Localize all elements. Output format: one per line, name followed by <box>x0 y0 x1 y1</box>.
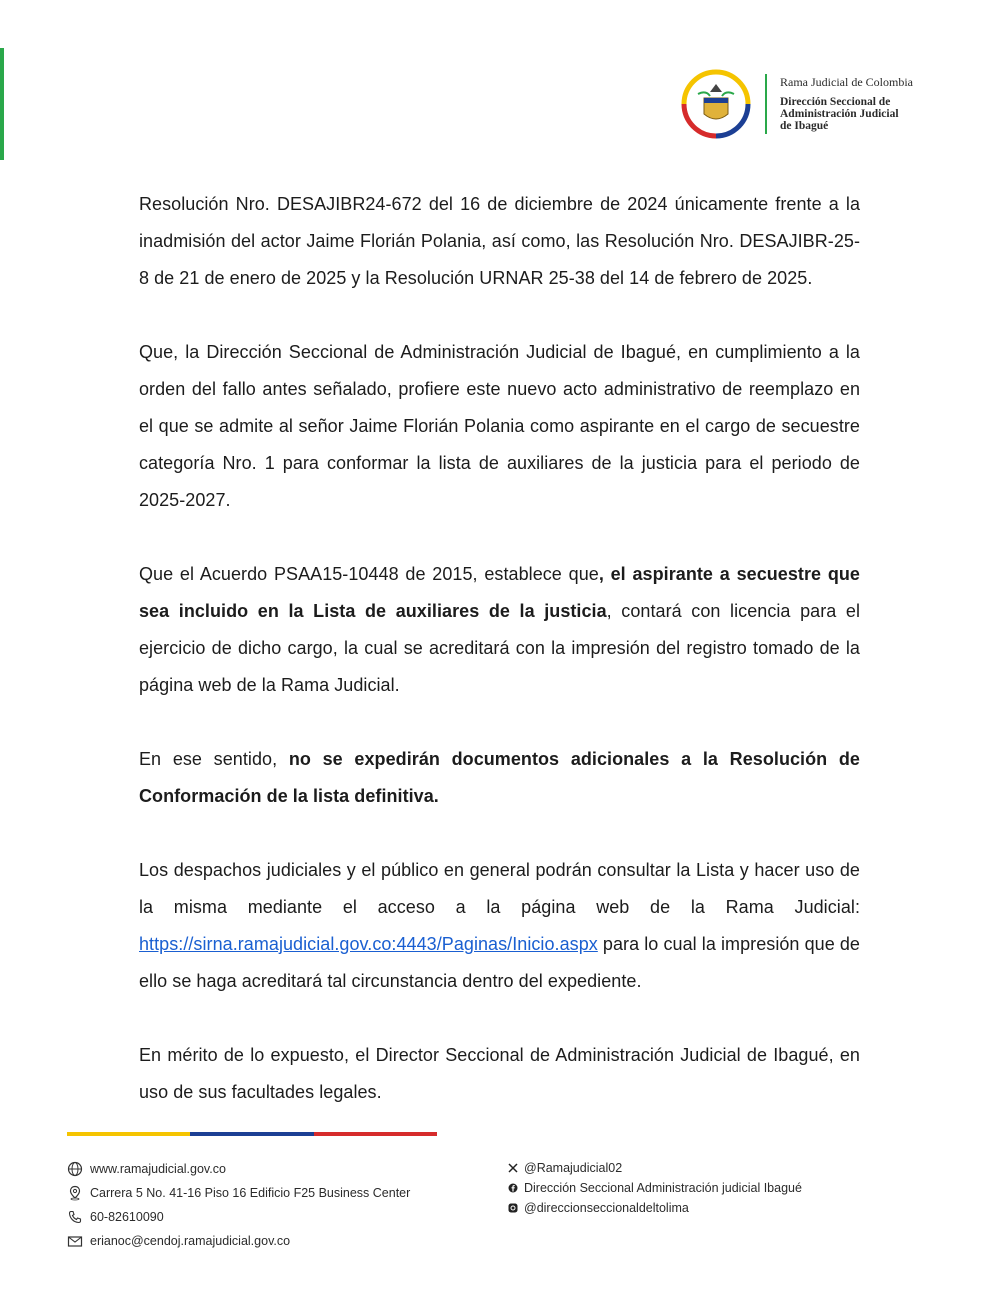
footer-contact <box>67 1157 410 1253</box>
x-twitter-icon <box>508 1163 518 1173</box>
paragraph-text: , contará con licencia para el ejercicio de dicho cargo, la cual se acreditará con la impresión del registro tomado de la página web de la Rama Judicial. <box>139 601 860 695</box>
left-accent-bar <box>0 48 4 160</box>
footer-social <box>508 1158 802 1218</box>
header-org-name: Rama Judicial de Colombia <box>780 75 913 89</box>
header-dept-line: Administración Judicial <box>780 108 899 120</box>
paragraph-bold-text: no se expedirán documentos adicionales a la Resolución de Conformación de la lista definitiva. <box>139 749 860 806</box>
coat-of-arms-logo <box>680 68 752 140</box>
footer-email-row <box>67 1229 410 1253</box>
document-body <box>139 186 860 1148</box>
footer-facebook: Dirección Seccional Administración judicial Ibagué <box>524 1181 802 1195</box>
paragraph <box>139 852 860 1000</box>
envelope-icon <box>67 1233 83 1249</box>
paragraph: Resolución Nro. DESAJIBR24-672 del 16 de diciembre de 2024 únicamente frente a la inadmisión del actor Jaime Florián Polania, así como, las Resolución Nro. DESAJIBR-25-8 de 21 de enero de 2025 y la Resolución URNAR 25-38 del 14 de febrero de 2025. <box>139 194 860 288</box>
footer-twitter-row <box>508 1158 802 1178</box>
footer-color-bar <box>67 1132 437 1136</box>
footer-twitter: @Ramajudicial02 <box>524 1161 623 1175</box>
paragraph-text: En ese sentido, <box>139 749 289 769</box>
paragraph <box>139 556 860 704</box>
footer-web: www.ramajudicial.gov.co <box>90 1162 226 1176</box>
footer-instagram: @direccionseccionaldeltolima <box>524 1201 689 1215</box>
footer-bar-yellow <box>67 1132 190 1136</box>
sirna-link[interactable]: https://sirna.ramajudicial.gov.co:4443/Paginas/Inicio.aspx <box>139 934 598 954</box>
footer-bar-blue <box>190 1132 313 1136</box>
footer-bar-red <box>314 1132 437 1136</box>
location-pin-icon <box>67 1185 83 1201</box>
header-dept-line: de Ibagué <box>780 120 829 132</box>
paragraph: En mérito de lo expuesto, el Director Seccional de Administración Judicial de Ibagué, en uso de sus facultades legales. <box>139 1045 860 1102</box>
footer-facebook-row <box>508 1178 802 1198</box>
paragraph: Que, la Dirección Seccional de Administración Judicial de Ibagué, en cumplimiento a la orden del fallo antes señalado, profiere este nuevo acto administrativo de reemplazo en el que se admite al señor Jaime Florián Polania como aspirante en el cargo de secuestre categoría Nro. 1 para conformar la lista de auxiliares de la justicia para el periodo de 2025-2027. <box>139 342 860 510</box>
footer-phone: 60-82610090 <box>90 1210 164 1224</box>
footer-web-row <box>67 1157 410 1181</box>
phone-icon <box>67 1209 83 1225</box>
paragraph-bold-text: , el aspirante a secuestre que sea incluido en la Lista de auxiliares de la justicia <box>139 564 860 621</box>
paragraph-text: Los despachos judiciales y el público en general podrán consultar la Lista y hacer uso de la misma mediante el acceso a la página web de la Rama Judicial: <box>139 860 860 917</box>
instagram-icon <box>508 1203 518 1213</box>
footer-address: Carrera 5 No. 41-16 Piso 16 Edificio F25 Business Center <box>90 1186 411 1200</box>
globe-icon <box>67 1161 83 1177</box>
paragraph <box>139 741 860 815</box>
header-dept-line: Dirección Seccional de <box>780 96 891 108</box>
footer-instagram-row <box>508 1198 802 1218</box>
header-institution <box>780 74 913 132</box>
footer-address-row <box>67 1181 410 1205</box>
footer-email: erianoc@cendoj.ramajudicial.gov.co <box>90 1234 291 1248</box>
footer-phone-row <box>67 1205 410 1229</box>
facebook-icon <box>508 1183 518 1193</box>
header-divider <box>765 74 767 134</box>
paragraph-text: para lo cual la impresión que de ello se haga acreditará tal circunstancia dentro del expediente. <box>139 934 860 991</box>
paragraph-text: Que el Acuerdo PSAA15-10448 de 2015, establece que <box>139 564 599 584</box>
